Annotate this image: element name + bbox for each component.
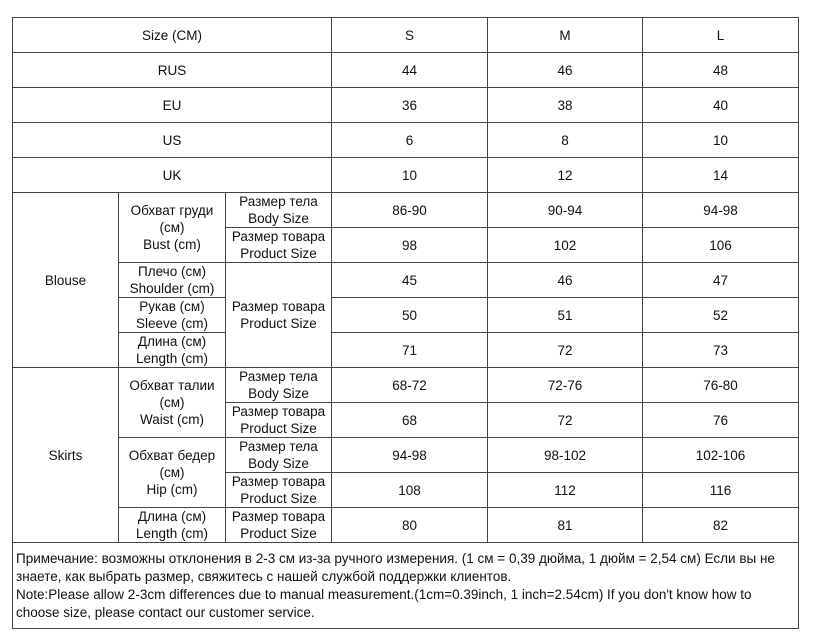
bust-measure-label: Обхват груди (см) Bust (cm) bbox=[119, 193, 226, 263]
table-row bbox=[13, 88, 799, 123]
table-cell: 108 bbox=[332, 473, 488, 508]
table-cell: 8 bbox=[488, 123, 643, 158]
region-label: UK bbox=[13, 158, 332, 193]
table-row bbox=[13, 368, 799, 403]
table-cell: 94-98 bbox=[643, 193, 799, 228]
table-row bbox=[13, 123, 799, 158]
size-m-header: M bbox=[488, 18, 643, 53]
table-cell: 72 bbox=[488, 333, 643, 368]
table-cell: 45 bbox=[332, 263, 488, 298]
table-cell: 10 bbox=[643, 123, 799, 158]
table-cell: 106 bbox=[643, 228, 799, 263]
hip-measure-label: Обхват бедер (см) Hip (cm) bbox=[119, 438, 226, 508]
note-text bbox=[13, 543, 799, 629]
table-row bbox=[13, 438, 799, 473]
product-size-type: Размер товара Product Size bbox=[226, 228, 332, 263]
note-row bbox=[13, 543, 799, 629]
table-cell: 47 bbox=[643, 263, 799, 298]
body-size-type: Размер тела Body Size bbox=[226, 368, 332, 403]
table-cell: 98 bbox=[332, 228, 488, 263]
table-cell: 73 bbox=[643, 333, 799, 368]
table-row bbox=[13, 508, 799, 543]
table-cell: 76-80 bbox=[643, 368, 799, 403]
table-cell: 72 bbox=[488, 403, 643, 438]
length-measure-label: Длина (см) Length (cm) bbox=[119, 333, 226, 368]
blouse-category-label: Blouse bbox=[13, 193, 119, 368]
note-en: Note:Please allow 2-3cm differences due to manual measurement.(1cm=0.39inch, 1 inch=2.54cm) If you don't know how to choose size, please contact our customer service. bbox=[16, 587, 752, 620]
table-cell: 81 bbox=[488, 508, 643, 543]
table-header-row bbox=[13, 18, 799, 53]
table-cell: 71 bbox=[332, 333, 488, 368]
table-cell: 68-72 bbox=[332, 368, 488, 403]
table-row bbox=[13, 53, 799, 88]
table-cell: 112 bbox=[488, 473, 643, 508]
table-cell: 68 bbox=[332, 403, 488, 438]
shoulder-measure-label: Плечо (см) Shoulder (cm) bbox=[119, 263, 226, 298]
size-l-header: L bbox=[643, 18, 799, 53]
table-cell: 40 bbox=[643, 88, 799, 123]
region-label: RUS bbox=[13, 53, 332, 88]
sleeve-measure-label: Рукав (см) Sleeve (cm) bbox=[119, 298, 226, 333]
table-cell: 94-98 bbox=[332, 438, 488, 473]
product-size-type: Размер товара Product Size bbox=[226, 403, 332, 438]
table-row bbox=[13, 193, 799, 228]
body-size-type: Размер тела Body Size bbox=[226, 438, 332, 473]
table-row bbox=[13, 263, 799, 298]
table-cell: 10 bbox=[332, 158, 488, 193]
waist-measure-label: Обхват талии (см) Waist (cm) bbox=[119, 368, 226, 438]
table-cell: 46 bbox=[488, 53, 643, 88]
table-cell: 51 bbox=[488, 298, 643, 333]
skirts-category-label: Skirts bbox=[13, 368, 119, 543]
table-cell: 116 bbox=[643, 473, 799, 508]
table-cell: 76 bbox=[643, 403, 799, 438]
product-size-type: Размер товара Product Size bbox=[226, 263, 332, 368]
table-cell: 98-102 bbox=[488, 438, 643, 473]
table-cell: 46 bbox=[488, 263, 643, 298]
product-size-type: Размер товара Product Size bbox=[226, 473, 332, 508]
table-cell: 90-94 bbox=[488, 193, 643, 228]
size-s-header: S bbox=[332, 18, 488, 53]
length-measure-label: Длина (см) Length (cm) bbox=[119, 508, 226, 543]
table-cell: 12 bbox=[488, 158, 643, 193]
table-cell: 102-106 bbox=[643, 438, 799, 473]
table-cell: 86-90 bbox=[332, 193, 488, 228]
table-row bbox=[13, 298, 799, 333]
table-cell: 72-76 bbox=[488, 368, 643, 403]
size-chart-table bbox=[12, 17, 799, 629]
table-cell: 52 bbox=[643, 298, 799, 333]
region-label: US bbox=[13, 123, 332, 158]
region-label: EU bbox=[13, 88, 332, 123]
table-cell: 82 bbox=[643, 508, 799, 543]
note-ru: Примечание: возможны отклонения в 2-3 см из-за ручного измерения. (1 см = 0,39 дюйма, 1 дюйм = 2,54 см) Если вы не знаете, как выбрать размер, свяжитесь с нашей службой поддержки клиентов. bbox=[16, 551, 775, 584]
table-cell: 38 bbox=[488, 88, 643, 123]
table-cell: 48 bbox=[643, 53, 799, 88]
table-cell: 36 bbox=[332, 88, 488, 123]
body-size-type: Размер тела Body Size bbox=[226, 193, 332, 228]
table-cell: 50 bbox=[332, 298, 488, 333]
table-cell: 44 bbox=[332, 53, 488, 88]
table-cell: 102 bbox=[488, 228, 643, 263]
table-cell: 6 bbox=[332, 123, 488, 158]
table-row bbox=[13, 333, 799, 368]
table-cell: 14 bbox=[643, 158, 799, 193]
table-cell: 80 bbox=[332, 508, 488, 543]
size-header-label: Size (CM) bbox=[13, 18, 332, 53]
product-size-type: Размер товара Product Size bbox=[226, 508, 332, 543]
table-row bbox=[13, 158, 799, 193]
